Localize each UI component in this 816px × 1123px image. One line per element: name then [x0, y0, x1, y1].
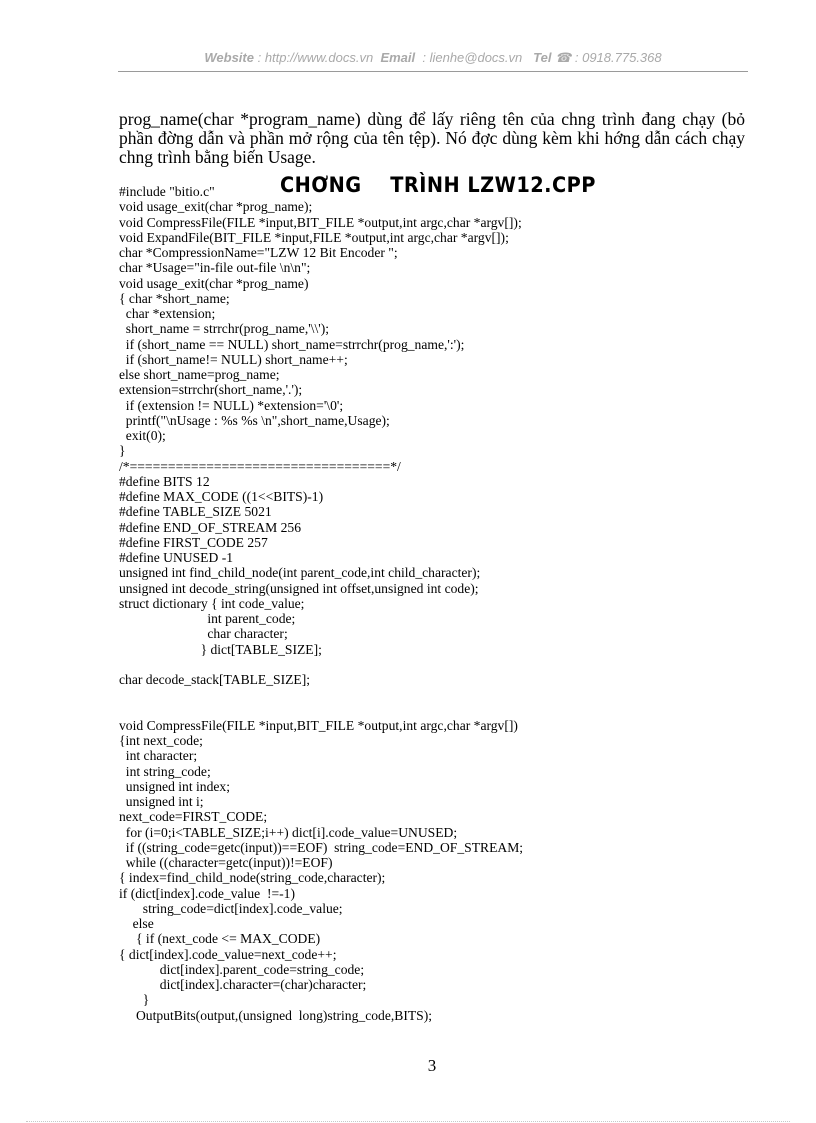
code-line: if (dict[index].code_value !=-1) [119, 885, 296, 901]
email-value: : lienhe@docs.vn [422, 50, 523, 65]
code-line: unsigned int decode_string(unsigned int offset,unsigned int code); [119, 580, 479, 596]
code-line: int character; [119, 748, 198, 764]
code-line: next_code=FIRST_CODE; [119, 809, 268, 825]
website-label: Website [204, 50, 254, 65]
code-line: { dict[index].code_value=next_code++; [119, 946, 337, 962]
code-line: exit(0); [119, 428, 166, 443]
code-line: if (short_name == NULL) short_name=strrchr(prog_name,':'); [119, 336, 465, 352]
code-line: struct dictionary { int code_value; [119, 595, 305, 611]
code-line: void CompressFile(FILE *input,BIT_FILE *output,int argc,char *argv[]) [119, 717, 518, 733]
code-line: void ExpandFile(BIT_FILE *input,FILE *output,int argc,char *argv[]); [119, 229, 509, 245]
code-line: printf("\nUsage : %s %s \n",short_name,Usage); [119, 412, 390, 428]
email-label: Email [380, 50, 416, 65]
code-line: if (short_name!= NULL) short_name++; [119, 351, 348, 367]
tel-value: ☎ : 0918.775.368 [555, 50, 662, 65]
code-line [119, 657, 759, 672]
code-line: for (i=0;i<TABLE_SIZE;i++) dict[i].code_value=UNUSED; [119, 824, 458, 840]
website-value: : http://www.docs.vn [257, 50, 374, 65]
code-line: while ((character=getc(input))!=EOF) [119, 855, 333, 870]
code-line: void usage_exit(char *prog_name); [119, 199, 313, 215]
code-line: { char *short_name; [119, 290, 230, 306]
code-line [119, 703, 759, 718]
page-number: 3 [427, 1056, 437, 1075]
code-line: #define END_OF_STREAM 256 [119, 519, 301, 535]
code-line: short_name = strrchr(prog_name,'\\'); [119, 321, 329, 337]
code-line: char character; [119, 626, 288, 642]
code-line [119, 687, 759, 702]
header-divider [118, 71, 748, 72]
code-line: if (extension != NULL) *extension='\0'; [119, 397, 344, 413]
code-line: unsigned int index; [119, 778, 231, 794]
code-line: unsigned int find_child_node(int parent_code,int child_character); [119, 565, 481, 581]
code-line: int parent_code; [119, 611, 296, 626]
code-line: if ((string_code=getc(input))==EOF) string_code=END_OF_STREAM; [119, 839, 524, 855]
code-line: char *extension; [119, 306, 216, 321]
code-line: #define TABLE_SIZE 5021 [119, 504, 272, 520]
code-line: } dict[TABLE_SIZE]; [119, 641, 322, 657]
code-line: char decode_stack[TABLE_SIZE]; [119, 672, 311, 687]
section-title: CHƠNG TRÌNH LZW12.CPP [280, 173, 596, 197]
code-line: char *Usage="in-file out-file \n\n"; [119, 260, 311, 276]
code-line: void usage_exit(char *prog_name) [119, 275, 309, 291]
code-line: #define FIRST_CODE 257 [119, 534, 268, 550]
tel-label: Tel [533, 50, 552, 65]
code-line: {int next_code; [119, 733, 203, 748]
code-line: } [119, 992, 150, 1008]
code-line: string_code=dict[index].code_value; [119, 900, 343, 916]
code-line: { index=find_child_node(string_code,character); [119, 870, 386, 886]
code-line: else short_name=prog_name; [119, 367, 280, 382]
intro-paragraph: prog_name(char *program_name) dùng để lấy riêng tên của chng trình đang chạy (bỏ phần đờng dẫn và phần mở rộng của tên tệp). Nó đợc dùng kèm khi hớng dẫn cách chạy chng trình bằng biến Usage. [119, 109, 745, 167]
code-line: char *CompressionName="LZW 12 Bit Encoder "; [119, 245, 398, 260]
code-line: dict[index].character=(char)character; [119, 977, 367, 992]
code-line: } [119, 443, 126, 459]
code-line: else [119, 916, 154, 931]
code-line: #define MAX_CODE ((1<<BITS)-1) [119, 489, 324, 504]
code-listing [119, 184, 759, 1023]
footer-divider [26, 1121, 790, 1122]
code-line: OutputBits(output,(unsigned long)string_code,BITS); [119, 1007, 433, 1023]
code-line: dict[index].parent_code=string_code; [119, 961, 365, 977]
code-line: int string_code; [119, 763, 211, 779]
code-line: /*==================================*/ [119, 458, 401, 474]
code-line: #include "bitio.c" [119, 184, 215, 199]
code-line: unsigned int i; [119, 794, 204, 809]
code-line: void CompressFile(FILE *input,BIT_FILE *output,int argc,char *argv[]); [119, 214, 522, 230]
page-header [118, 50, 748, 66]
code-line: extension=strrchr(short_name,'.'); [119, 382, 303, 398]
code-line: { if (next_code <= MAX_CODE) [119, 931, 321, 947]
code-line: #define UNUSED -1 [119, 550, 234, 565]
code-line: #define BITS 12 [119, 473, 210, 489]
